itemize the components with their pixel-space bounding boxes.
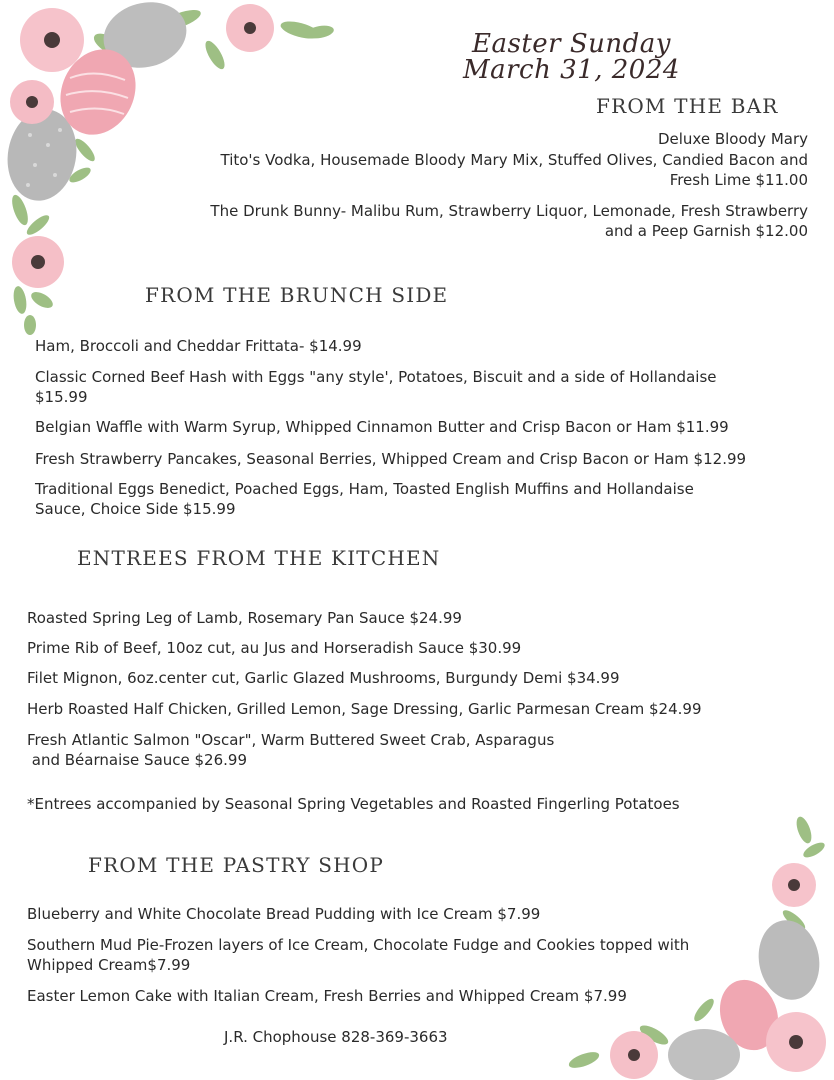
bar-item: Deluxe Bloody Mary bbox=[657, 130, 808, 148]
entree-item: Roasted Spring Leg of Lamb, Rosemary Pan Sauce $24.99 bbox=[27, 609, 462, 627]
entree-item: Herb Roasted Half Chicken, Grilled Lemon, Sage Dressing, Garlic Parmesan Cream $24.99 bbox=[27, 700, 702, 718]
bar-item: The Drunk Bunny- Malibu Rum, Strawberry Liquor, Lemonade, Fresh Strawberry bbox=[210, 202, 808, 220]
bar-heading: FROM THE BAR bbox=[596, 94, 779, 118]
event-date: March 31, 2024 bbox=[463, 55, 680, 85]
entree-item: Fresh Atlantic Salmon "Oscar", Warm Buttered Sweet Crab, Asparagus bbox=[27, 731, 555, 749]
pastry-item: Blueberry and White Chocolate Bread Pudding with Ice Cream $7.99 bbox=[27, 905, 541, 923]
brunch-item: Ham, Broccoli and Cheddar Frittata- $14.99 bbox=[35, 337, 362, 355]
event-title: Easter Sunday bbox=[472, 29, 671, 59]
entrees-note: *Entrees accompanied by Seasonal Spring Vegetables and Roasted Fingerling Potatoes bbox=[27, 795, 680, 813]
brunch-item: Fresh Strawberry Pancakes, Seasonal Berries, Whipped Cream and Crisp Bacon or Ham $12.99 bbox=[35, 450, 747, 468]
pastry-heading: FROM THE PASTRY SHOP bbox=[88, 853, 385, 877]
brunch-item: Sauce, Choice Side $15.99 bbox=[35, 500, 236, 518]
pastry-item: Whipped Cream$7.99 bbox=[27, 956, 191, 974]
entree-item: Filet Mignon, 6oz.center cut, Garlic Glazed Mushrooms, Burgundy Demi $34.99 bbox=[27, 669, 620, 687]
entree-item: Prime Rib of Beef, 10oz cut, au Jus and Horseradish Sauce $30.99 bbox=[27, 639, 522, 657]
bar-item: and a Peep Garnish $12.00 bbox=[604, 222, 808, 240]
bar-item: Fresh Lime $11.00 bbox=[669, 171, 808, 189]
brunch-item: Classic Corned Beef Hash with Eggs "any style', Potatoes, Biscuit and a side of Hollandaise bbox=[35, 368, 717, 386]
pastry-item: Southern Mud Pie-Frozen layers of Ice Cream, Chocolate Fudge and Cookies topped with bbox=[27, 936, 690, 954]
brunch-item: $15.99 bbox=[35, 388, 88, 406]
bar-item: Tito's Vodka, Housemade Bloody Mary Mix, Stuffed Olives, Candied Bacon and bbox=[220, 151, 808, 169]
entree-item: and Béarnaise Sauce $26.99 bbox=[27, 751, 247, 769]
brunch-item: Belgian Waffle with Warm Syrup, Whipped Cinnamon Butter and Crisp Bacon or Ham $11.99 bbox=[35, 418, 729, 436]
pastry-item: Easter Lemon Cake with Italian Cream, Fresh Berries and Whipped Cream $7.99 bbox=[27, 987, 627, 1005]
brunch-item: Traditional Eggs Benedict, Poached Eggs, Ham, Toasted English Muffins and Hollandaise bbox=[35, 480, 694, 498]
entrees-heading: ENTREES FROM THE KITCHEN bbox=[77, 546, 441, 570]
footer-contact: J.R. Chophouse 828-369-3663 bbox=[224, 1028, 448, 1046]
brunch-heading: FROM THE BRUNCH SIDE bbox=[145, 283, 449, 307]
